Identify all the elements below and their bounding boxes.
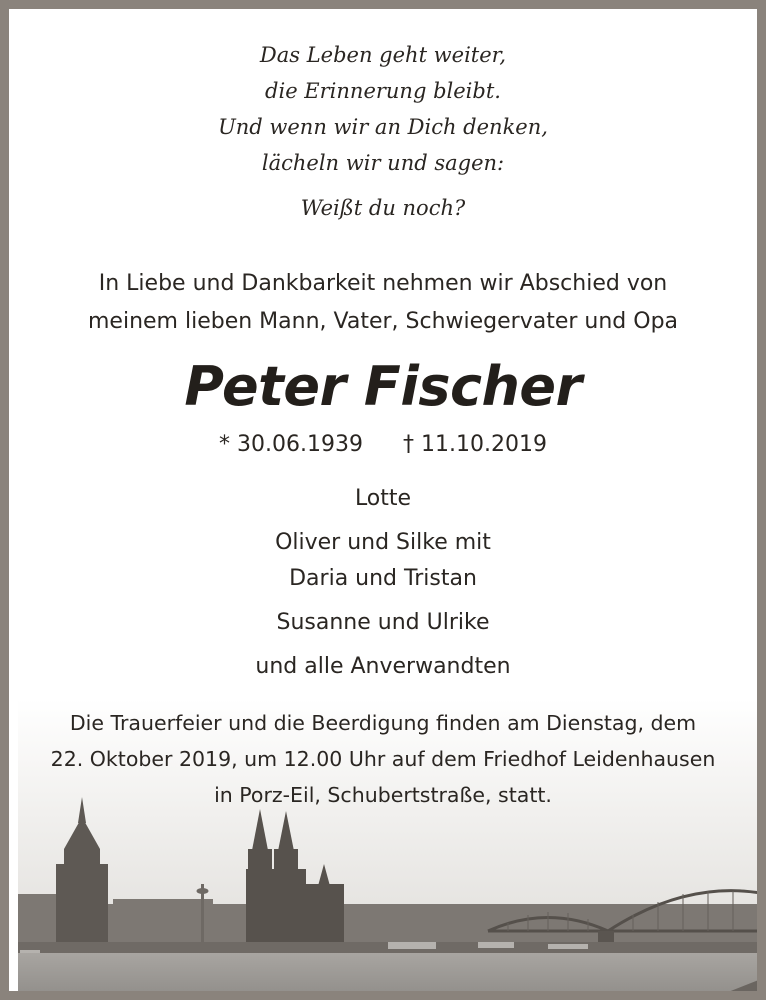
funeral-line: in Porz-Eil, Schubertstraße, statt. — [214, 783, 552, 807]
death-date: † 11.10.2019 — [403, 432, 547, 457]
poem-closing: Weißt du noch? — [300, 196, 466, 220]
funeral-notice — [9, 705, 757, 813]
poem-line: die Erinnerung bleibt. — [265, 79, 501, 103]
poem-line: Das Leben geht weiter, — [259, 43, 507, 67]
mourner-spouse: Lotte — [354, 486, 412, 511]
mourner-child: Oliver und Silke mit — [275, 530, 491, 555]
mourner-relatives: und alle Anverwandten — [255, 654, 511, 679]
deceased-name: Peter Fischer — [184, 355, 582, 418]
funeral-line: 22. Oktober 2019, um 12.00 Uhr auf dem Friedhof Leidenhausen — [50, 747, 716, 771]
mourner-grandchildren: Daria und Tristan — [289, 566, 477, 591]
mourner-child: Susanne und Ulrike — [276, 610, 490, 635]
poem-line: Und wenn wir an Dich denken, — [218, 115, 548, 139]
poem — [9, 37, 757, 226]
poem-line: lächeln wir und sagen: — [261, 151, 505, 175]
life-dates — [9, 427, 757, 463]
intro-line: In Liebe und Dankbarkeit nehmen wir Abschied von — [98, 271, 668, 296]
funeral-line: Die Trauerfeier und die Beerdigung finden am Dienstag, dem — [69, 711, 697, 735]
mourners-list — [9, 481, 757, 685]
intro-text — [9, 265, 757, 341]
birth-date: * 30.06.1939 — [219, 432, 363, 457]
intro-line: meinem lieben Mann, Vater, Schwiegervater und Opa — [87, 309, 679, 334]
